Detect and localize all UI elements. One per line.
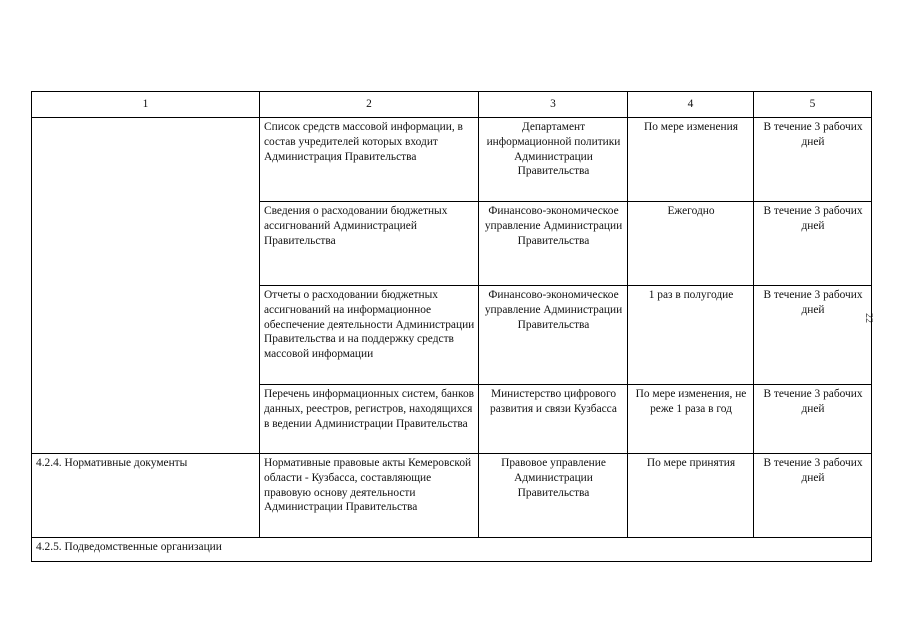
section-heading: 4.2.5. Подведомственные организации [32, 538, 872, 562]
document-name-cell: Нормативные правовые акты Кемеровской области - Кузбасса, составляющие правовую основу деятельности Администрации Правительства [260, 454, 479, 538]
deadline-cell: В течение 3 рабочих дней [754, 202, 872, 286]
column-header: 4 [628, 92, 754, 118]
frequency-cell: 1 раз в полугодие [628, 286, 754, 385]
frequency-cell: По мере изменения, не реже 1 раза в год [628, 385, 754, 454]
header-row [32, 92, 872, 118]
section-cell: 4.2.4. Нормативные документы [32, 454, 260, 538]
responsible-cell: Финансово-экономическое управление Администрации Правительства [479, 286, 628, 385]
column-header: 2 [260, 92, 479, 118]
page-number: 22 [863, 313, 874, 323]
document-name-cell: Сведения о расходовании бюджетных ассигнований Администрацией Правительства [260, 202, 479, 286]
frequency-cell: По мере принятия [628, 454, 754, 538]
section-cell [32, 118, 260, 454]
deadline-cell: В течение 3 рабочих дней [754, 385, 872, 454]
responsible-cell: Министерство цифрового развития и связи Кузбасса [479, 385, 628, 454]
responsible-cell: Правовое управление Администрации Правительства [479, 454, 628, 538]
frequency-cell: По мере изменения [628, 118, 754, 202]
document-name-cell: Перечень информационных систем, банков данных, реестров, регистров, находящихся в ведении Администрации Правительства [260, 385, 479, 454]
deadline-cell: В течение 3 рабочих дней [754, 286, 872, 385]
document-name-cell: Отчеты о расходовании бюджетных ассигнований на информационное обеспечение деятельности Администрации Правительства и на поддержку средств массовой информации [260, 286, 479, 385]
table-row [32, 454, 872, 538]
column-header: 3 [479, 92, 628, 118]
deadline-cell: В течение 3 рабочих дней [754, 454, 872, 538]
column-header: 1 [32, 92, 260, 118]
section-row [32, 538, 872, 562]
responsible-cell: Финансово-экономическое управление Администрации Правительства [479, 202, 628, 286]
deadline-cell: В течение 3 рабочих дней [754, 118, 872, 202]
frequency-cell: Ежегодно [628, 202, 754, 286]
column-header: 5 [754, 92, 872, 118]
document-name-cell: Список средств массовой информации, в состав учредителей которых входит Администрация Правительства [260, 118, 479, 202]
document-table [31, 91, 872, 562]
responsible-cell: Департамент информационной политики Администрации Правительства [479, 118, 628, 202]
table-row [32, 118, 872, 202]
